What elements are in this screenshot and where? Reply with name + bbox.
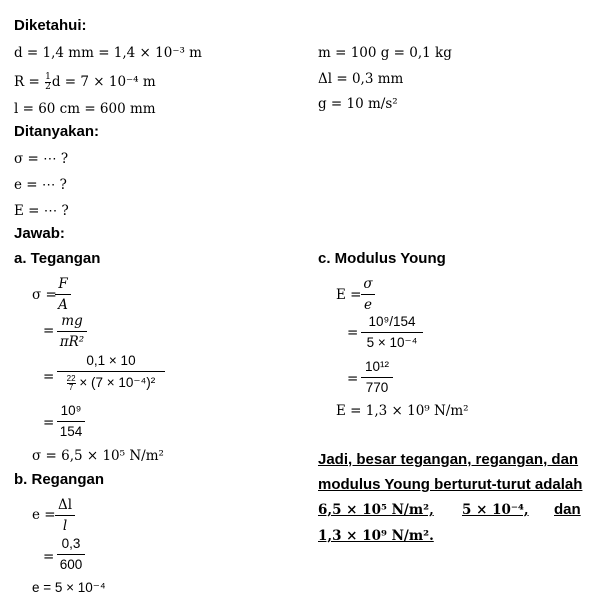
stress-eq3-den-rest: × (7 × 10⁻⁴)²	[79, 375, 156, 390]
conclusion-modulus-value: 1,3 × 10⁹ N/m².	[318, 528, 434, 544]
modulus-eq2-lhs: =	[347, 325, 359, 341]
known-gravity: g = 10 m/s²	[318, 96, 398, 112]
known-length: l = 60 cm = 600 mm	[14, 101, 156, 117]
strain-eq1-den: l	[62, 518, 68, 534]
stress-result: σ = 6,5 × 10⁵ N/m²	[32, 448, 164, 464]
strain-eq2-num: 0,3	[61, 536, 81, 551]
section-a-title: a. Tegangan	[14, 250, 101, 267]
stress-eq1-num: F	[58, 276, 68, 292]
stress-eq4-den: 154	[59, 424, 83, 439]
stress-eq3-pi-num: 22	[66, 373, 76, 383]
conclusion-strain-value: 5 × 10⁻⁴,	[462, 502, 529, 518]
conclusion-and: dan	[554, 501, 581, 518]
radius-half-fraction	[45, 73, 51, 92]
stress-eq3-pi-den: 7	[67, 383, 76, 392]
asked-stress: σ = ⋯ ?	[14, 151, 69, 167]
conclusion-line1: Jadi, besar tegangan, regangan, dan	[318, 451, 579, 468]
known-diameter: d = 1,4 mm = 1,4 × 10⁻³ m	[14, 45, 202, 61]
stress-eq4-num: 10⁹	[60, 403, 82, 418]
stress-eq2-fraction	[57, 312, 87, 351]
known-mass: m = 100 g = 0,1 kg	[318, 45, 452, 61]
modulus-eq3-fraction	[361, 358, 393, 397]
stress-eq1-den: A	[58, 297, 68, 313]
stress-eq3-lhs: =	[43, 369, 55, 385]
modulus-eq1-num: σ	[363, 276, 373, 292]
modulus-eq1-fraction	[361, 275, 375, 314]
radius-value: = 7 × 10⁻⁴ m	[64, 74, 156, 90]
stress-eq2-lhs: =	[43, 323, 55, 339]
stress-eq3-den	[57, 373, 165, 393]
modulus-eq3-den: 770	[365, 380, 389, 395]
stress-eq2-num: mg	[61, 313, 83, 329]
modulus-eq3-lhs: =	[347, 371, 359, 387]
section-c-title: c. Modulus Young	[318, 250, 446, 267]
stress-eq3-num: 0,1 × 10	[86, 353, 136, 368]
known-heading: Diketahui:	[14, 17, 87, 34]
stress-eq2-den: πR²	[59, 334, 85, 350]
strain-eq2-den: 600	[59, 557, 83, 572]
known-elongation: Δl = 0,3 mm	[318, 71, 404, 87]
asked-strain: e = ⋯ ?	[14, 177, 67, 193]
stress-eq4-fraction	[57, 402, 85, 441]
modulus-result: E = 1,3 × 10⁹ N/m²	[336, 403, 469, 419]
modulus-eq2-den: 5 × 10⁻⁴	[366, 335, 418, 350]
strain-result: e = 5 × 10⁻⁴	[32, 580, 106, 595]
strain-eq2-lhs: =	[43, 549, 55, 565]
answer-heading: Jawab:	[14, 225, 65, 242]
strain-eq2-fraction	[57, 535, 85, 574]
modulus-eq2-fraction	[361, 313, 423, 352]
modulus-eq3-num: 10¹²	[364, 359, 389, 374]
stress-eq1-fraction	[55, 275, 71, 314]
conclusion-line2: modulus Young berturut-turut adalah	[318, 476, 583, 493]
strain-eq1-fraction	[55, 496, 75, 535]
known-radius	[14, 73, 156, 92]
asked-heading: Ditanyakan:	[14, 123, 100, 140]
modulus-eq1-lhs: E =	[336, 287, 362, 303]
stress-eq3-pi-fraction	[67, 375, 76, 392]
stress-eq4-lhs: =	[43, 415, 55, 431]
strain-eq1-lhs: e =	[32, 507, 56, 523]
radius-prefix: R =	[14, 74, 40, 90]
conclusion-stress-value: 6,5 × 10⁵ N/m²,	[318, 502, 434, 518]
section-b-title: b. Regangan	[14, 471, 105, 488]
radius-frac-num: 1	[45, 72, 51, 82]
radius-frac-den: 2	[45, 82, 51, 92]
modulus-eq2-num: 10⁹/154	[368, 314, 416, 329]
modulus-eq1-den: e	[364, 297, 372, 313]
stress-eq1-lhs: σ =	[32, 287, 57, 303]
radius-var: d	[51, 74, 61, 90]
asked-modulus: E = ⋯ ?	[14, 203, 69, 219]
strain-eq1-num: Δl	[57, 497, 73, 513]
stress-eq3-fraction	[57, 352, 165, 393]
